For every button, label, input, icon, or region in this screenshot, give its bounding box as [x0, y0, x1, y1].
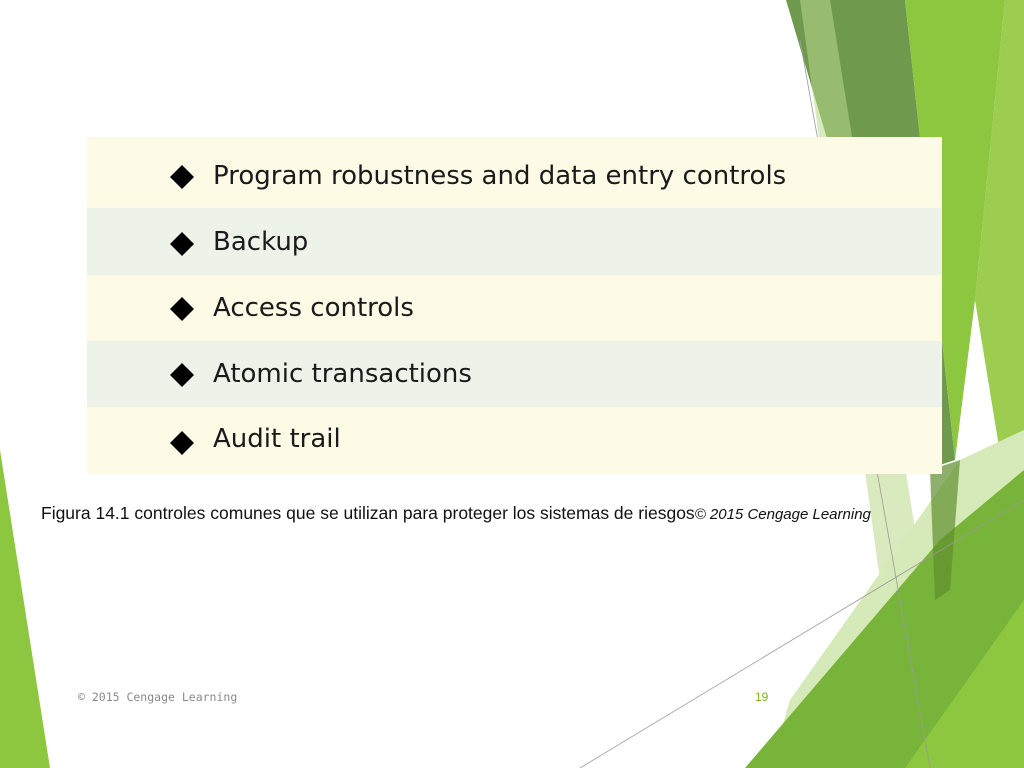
diamond-bullet-icon: [170, 363, 194, 387]
diamond-bullet-icon: [170, 165, 194, 189]
list-item: [87, 275, 942, 342]
list-item: [87, 208, 942, 275]
caption-text: Figura 14.1 controles comunes que se utilizan para proteger los sistemas de riesgos: [41, 503, 695, 523]
item-label: Backup: [213, 227, 309, 257]
item-label: Atomic transactions: [213, 359, 472, 389]
diamond-bullet-icon: [170, 431, 194, 455]
left-green-facet: [0, 450, 50, 768]
list-item: [87, 407, 942, 474]
list-item: [87, 137, 942, 204]
slide-number: 19: [755, 690, 769, 704]
diamond-bullet-icon: [170, 297, 194, 321]
list-item: [87, 341, 942, 408]
figure-caption: [41, 503, 1001, 524]
item-label: Program robustness and data entry controls: [213, 161, 787, 191]
caption-credit: © 2015 Cengage Learning: [694, 506, 871, 523]
item-label: Audit trail: [213, 424, 341, 454]
common-controls-figure: [87, 137, 942, 474]
item-label: Access controls: [213, 293, 414, 323]
footer-copyright: © 2015 Cengage Learning: [78, 690, 238, 704]
diamond-bullet-icon: [170, 232, 194, 256]
